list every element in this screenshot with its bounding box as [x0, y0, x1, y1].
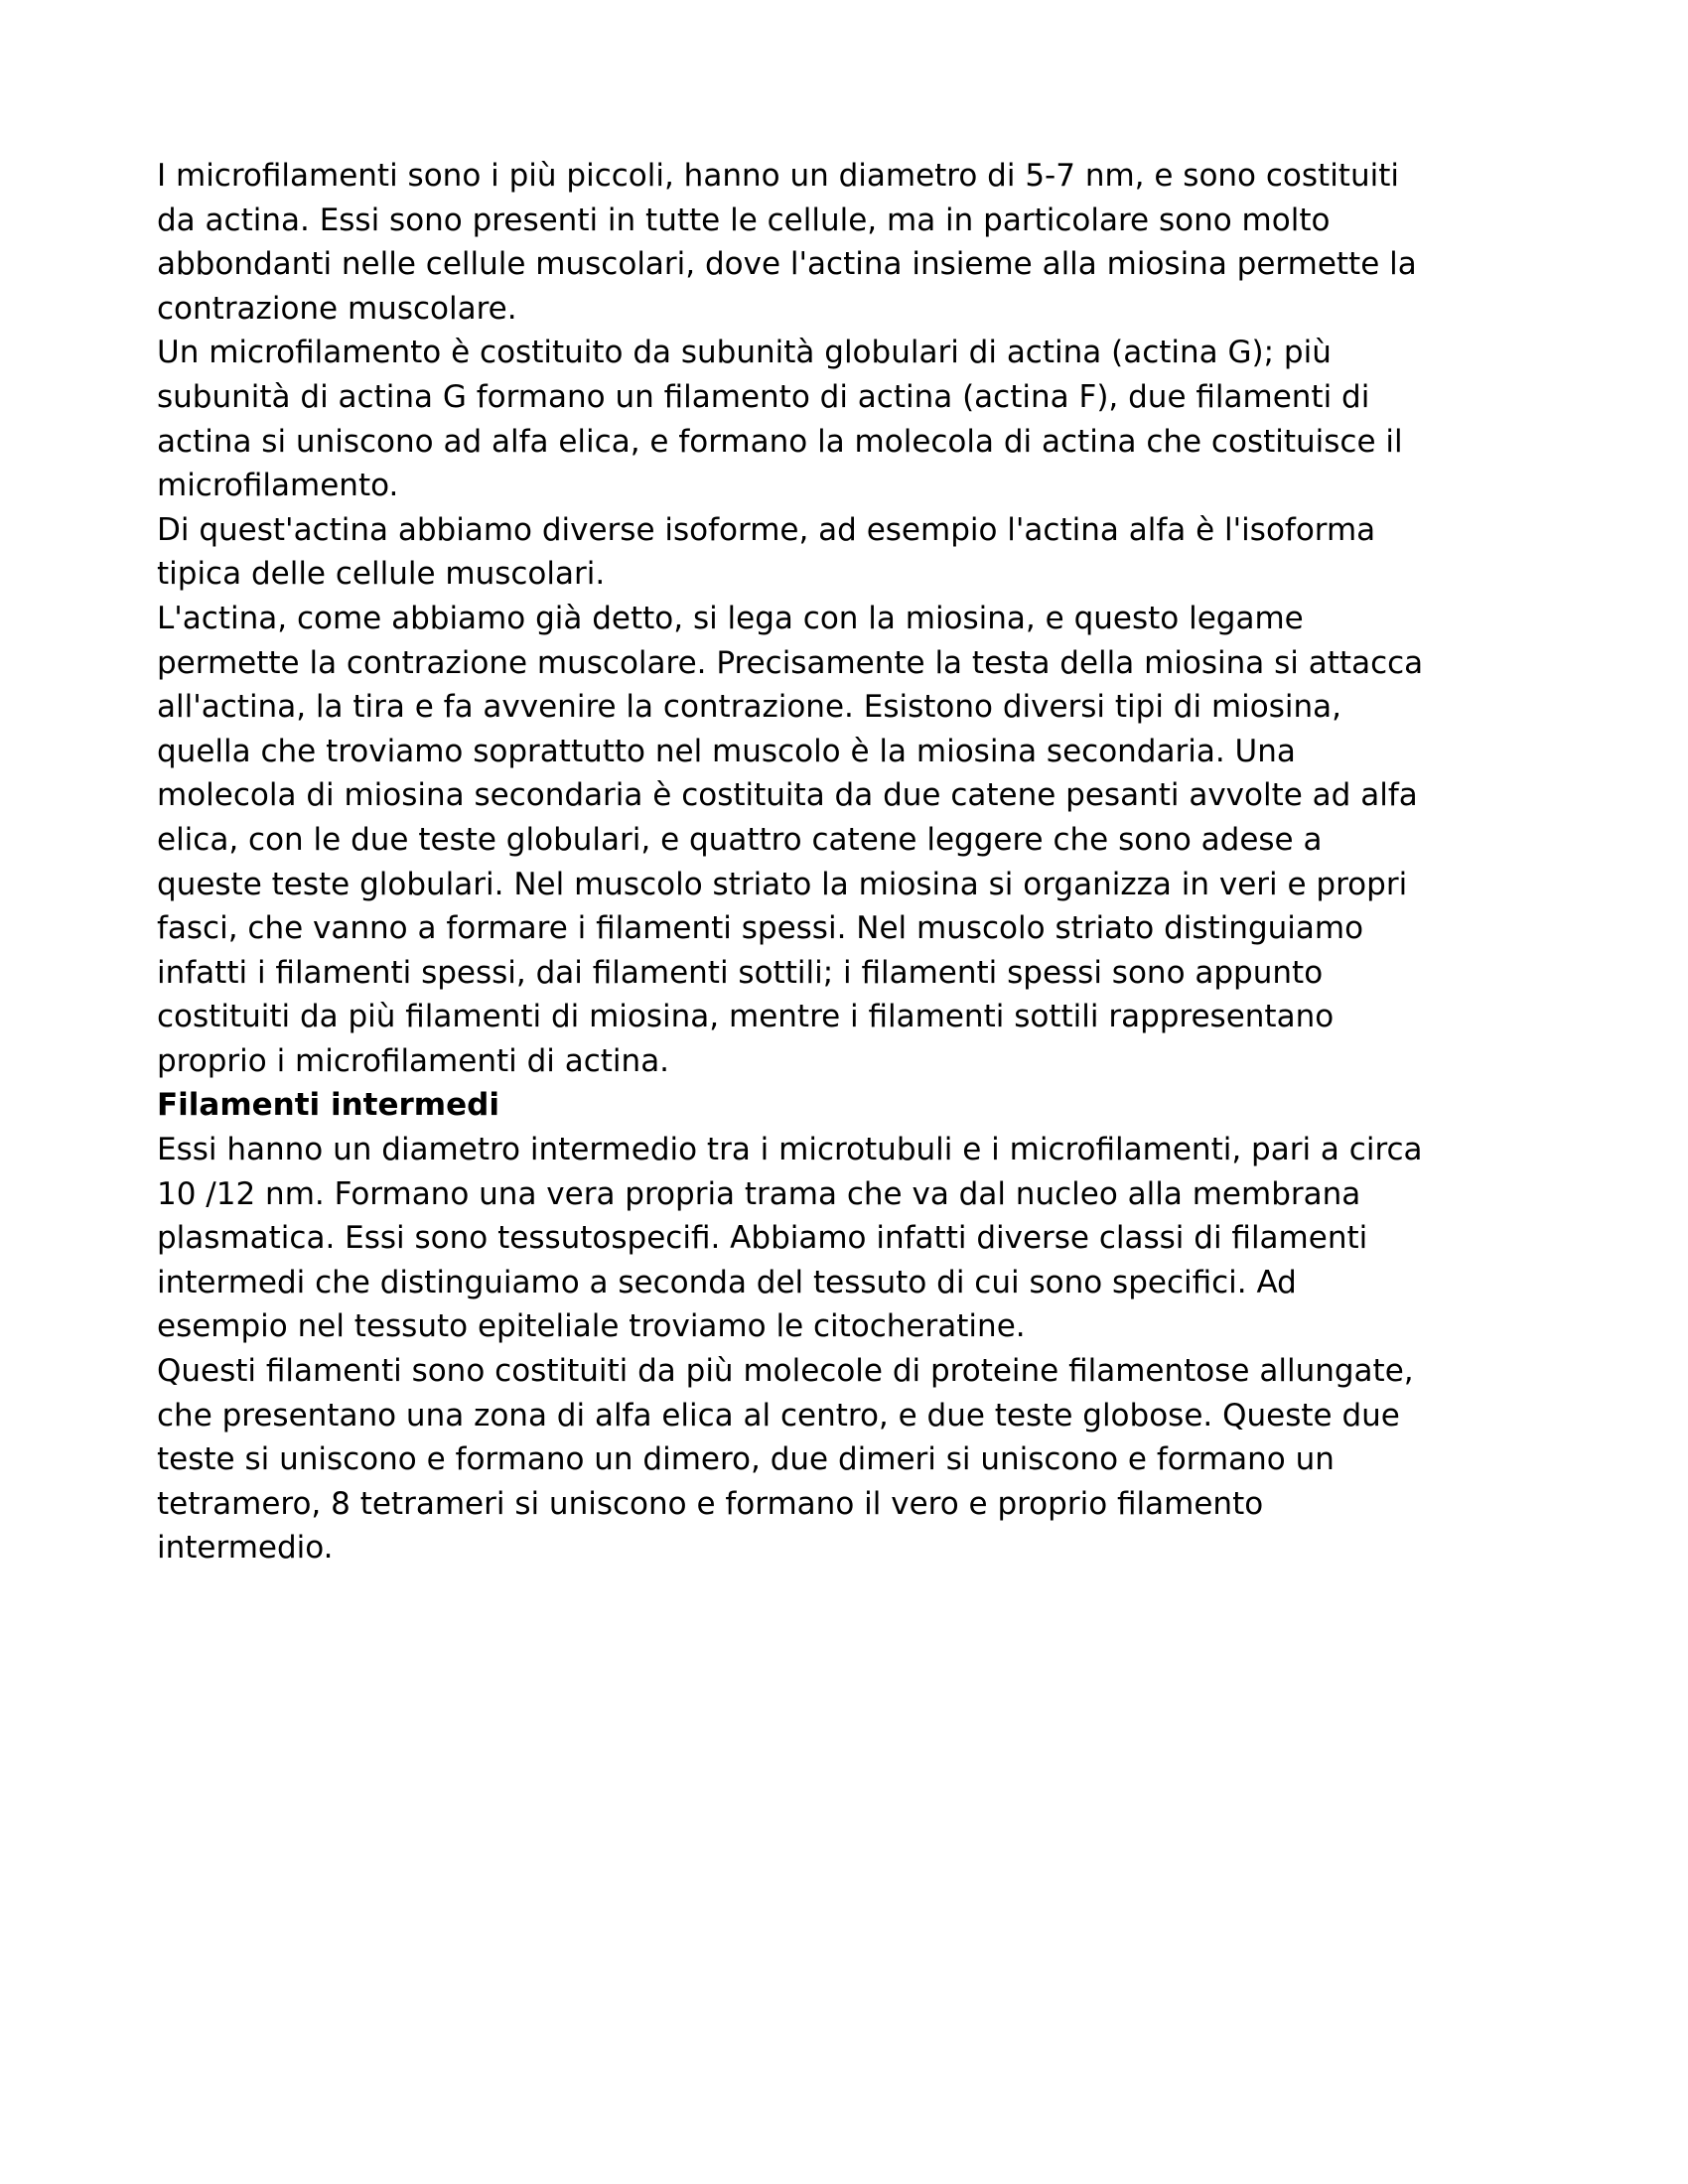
paragraph-isoforme-actina: Di quest'actina abbiamo diverse isoforme, ad esempio l'actina alfa è l'isoforma tipica delle cellule muscolari. [157, 511, 1376, 593]
document-body [157, 154, 1547, 1570]
paragraph-filamenti-intermedi-struttura: Questi filamenti sono costituiti da più molecole di proteine filamentose allungate, che presentano una zona di alfa elica al centro, e due teste globose. Queste due teste si uniscono e formano un dimero, due dimeri si uniscono e formano un tetramero, 8 tetrameri si uniscono e formano il vero e proprio filamento intermedio. [157, 1353, 1414, 1567]
section-heading: Filamenti intermedi [157, 1087, 499, 1124]
paragraph-microfilamenti-intro: I microfilamenti sono i più piccoli, hanno un diametro di 5-7 nm, e sono costituiti da actina. Essi sono presenti in tutte le cellule, ma in particolare sono molto abbondanti nelle cellule muscolari, dove l'actina insieme alla miosina permette la contrazione muscolare. [157, 158, 1417, 327]
paragraph-actina-miosina: L'actina, come abbiamo già detto, si lega con la miosina, e questo legame permette la contrazione muscolare. Precisamente la testa della miosina si attacca all'actina, la tira e fa avvenire la contrazione. Esistono diversi tipi di miosina, quella che troviamo soprattutto nel muscolo è la miosina secondaria. Una molecola di miosina secondaria è costituita da due catene pesanti avvolte ad alfa elica, con le due teste globulari, e quattro catene leggere che sono adese a queste teste globulari. Nel muscolo striato la miosina si organizza in veri e propri fasci, che vanno a formare i filamenti spessi. Nel muscolo striato distinguiamo infatti i filamenti spessi, dai filamenti sottili; i filamenti spessi sono appunto costituiti da più filamenti di miosina, mentre i filamenti sottili rappresentano proprio i microfilamenti di actina. [157, 600, 1424, 1079]
paragraph-filamenti-intermedi-intro: Essi hanno un diametro intermedio tra i microtubuli e i microfilamenti, pari a circa 10 /12 nm. Formano una vera propria trama che va dal nucleo alla membrana plasmatica. Essi sono tessutospecifi. Abbiamo infatti diverse classi di filamenti intermedi che distinguiamo a seconda del tessuto di cui sono specifici. Ad esempio nel tessuto epiteliale troviamo le citocheratine. [157, 1132, 1423, 1345]
paragraph-microfilamento-struttura: Un microfilamento è costituito da subunità globulari di actina (actina G); più subunità di actina G formano un filamento di actina (actina F), due filamenti di actina si uniscono ad alfa elica, e formano la molecola di actina che costituisce il microfilamento. [157, 335, 1403, 504]
